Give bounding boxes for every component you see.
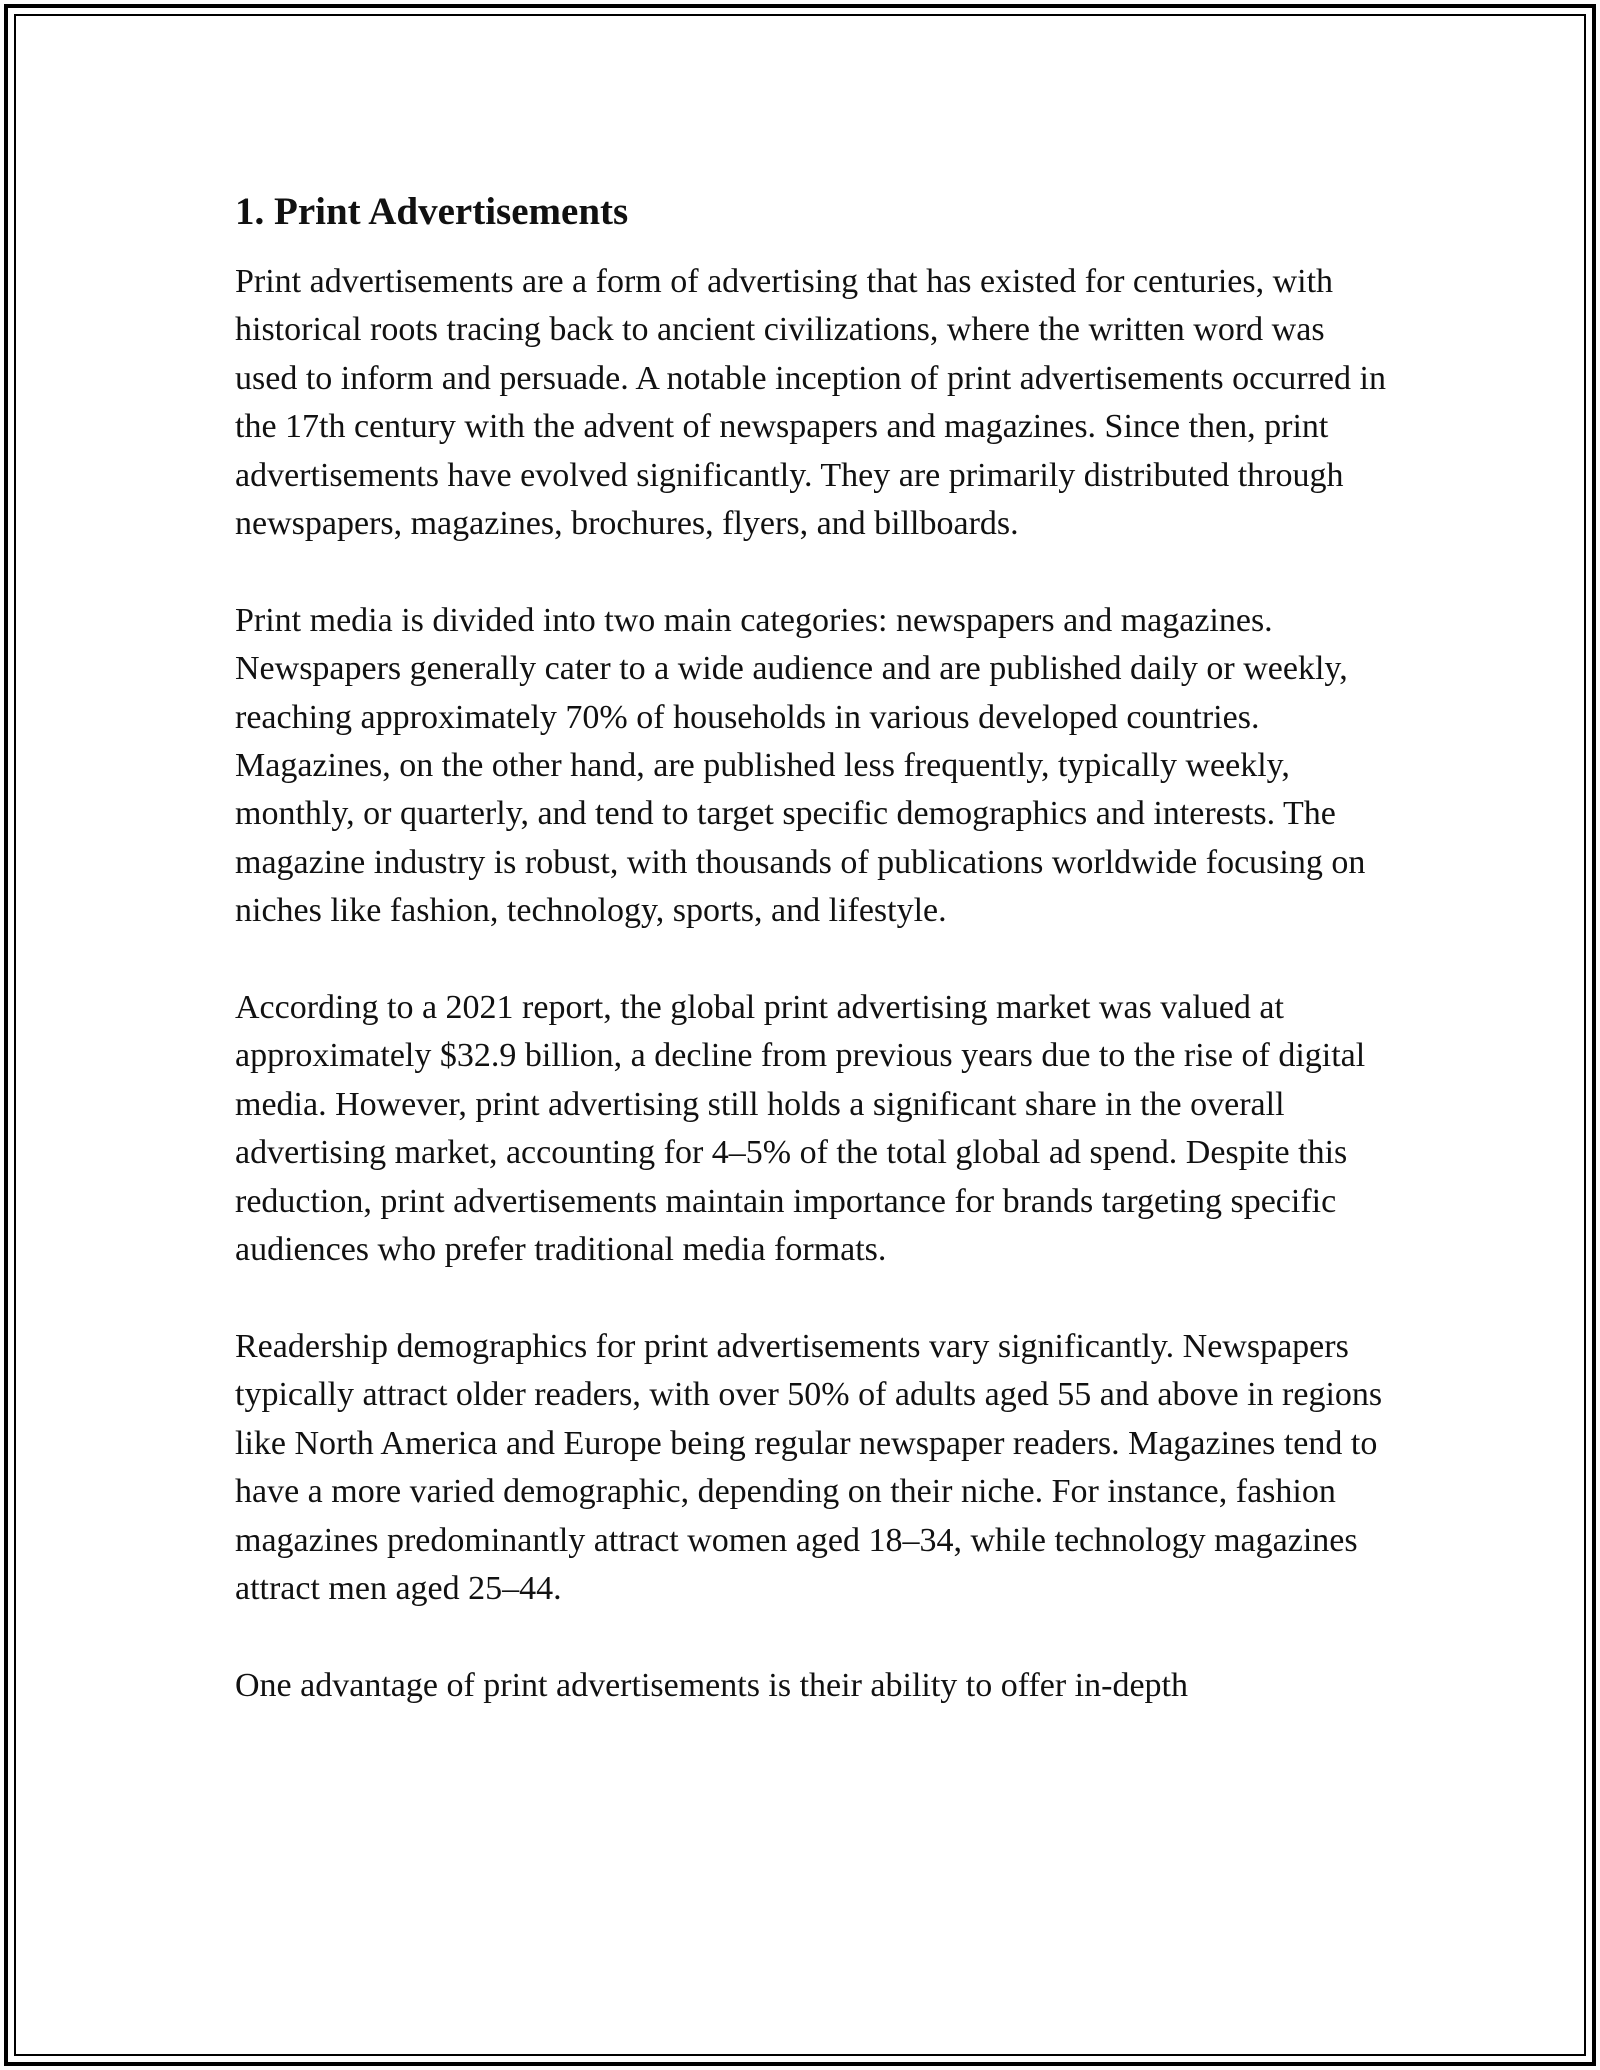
paragraph-market: According to a 2021 report, the global print advertising market was valued at approximately $32.9 billion, a decline from previous years due to the rise of digital media. However, print advertising still holds a significant share in the overall advertising market, accounting for 4–5% of the total global ad spend. Despite this reduction, print advertisements maintain importance for brands targeting specific audiences who prefer traditional media formats.: [235, 989, 1366, 1269]
document-body: [235, 186, 1395, 1710]
paragraph-demographics: Readership demographics for print advertisements vary significantly. Newspapers typically attract older readers, with over 50% of adults aged 55 and above in regions like North America and Europe being regular newspaper readers. Magazines tend to have a more varied demographic, depending on their niche. For instance, fashion magazines predominantly attract women aged 18–34, while technology magazines attract men aged 25–44.: [235, 1327, 1383, 1607]
paragraph-history: Print advertisements are a form of advertising that has existed for centuries, with historical roots tracing back to ancient civilizations, where the written word was used to inform and persuade. A notable inception of print advertisements occurred in the 17th century with the advent of newspapers and magazines. Since then, print advertisements have evolved significantly. They are primarily distributed through newspapers, magazines, brochures, flyers, and billboards.: [235, 263, 1386, 543]
paragraph-advantages: One advantage of print advertisements is their ability to offer in-depth: [235, 1666, 1188, 1704]
section-heading: 1. Print Advertisements: [235, 190, 629, 233]
paragraph-categories: Print media is divided into two main categories: newspapers and magazines. Newspapers generally cater to a wide audience and are published daily or weekly, reaching approximately 70% of households in various developed countries. Magazines, on the other hand, are published less frequently, typically weekly, monthly, or quarterly, and tend to target specific demographics and interests. The magazine industry is robust, with thousands of publications worldwide focusing on niches like fashion, technology, sports, and lifestyle.: [235, 601, 1366, 930]
